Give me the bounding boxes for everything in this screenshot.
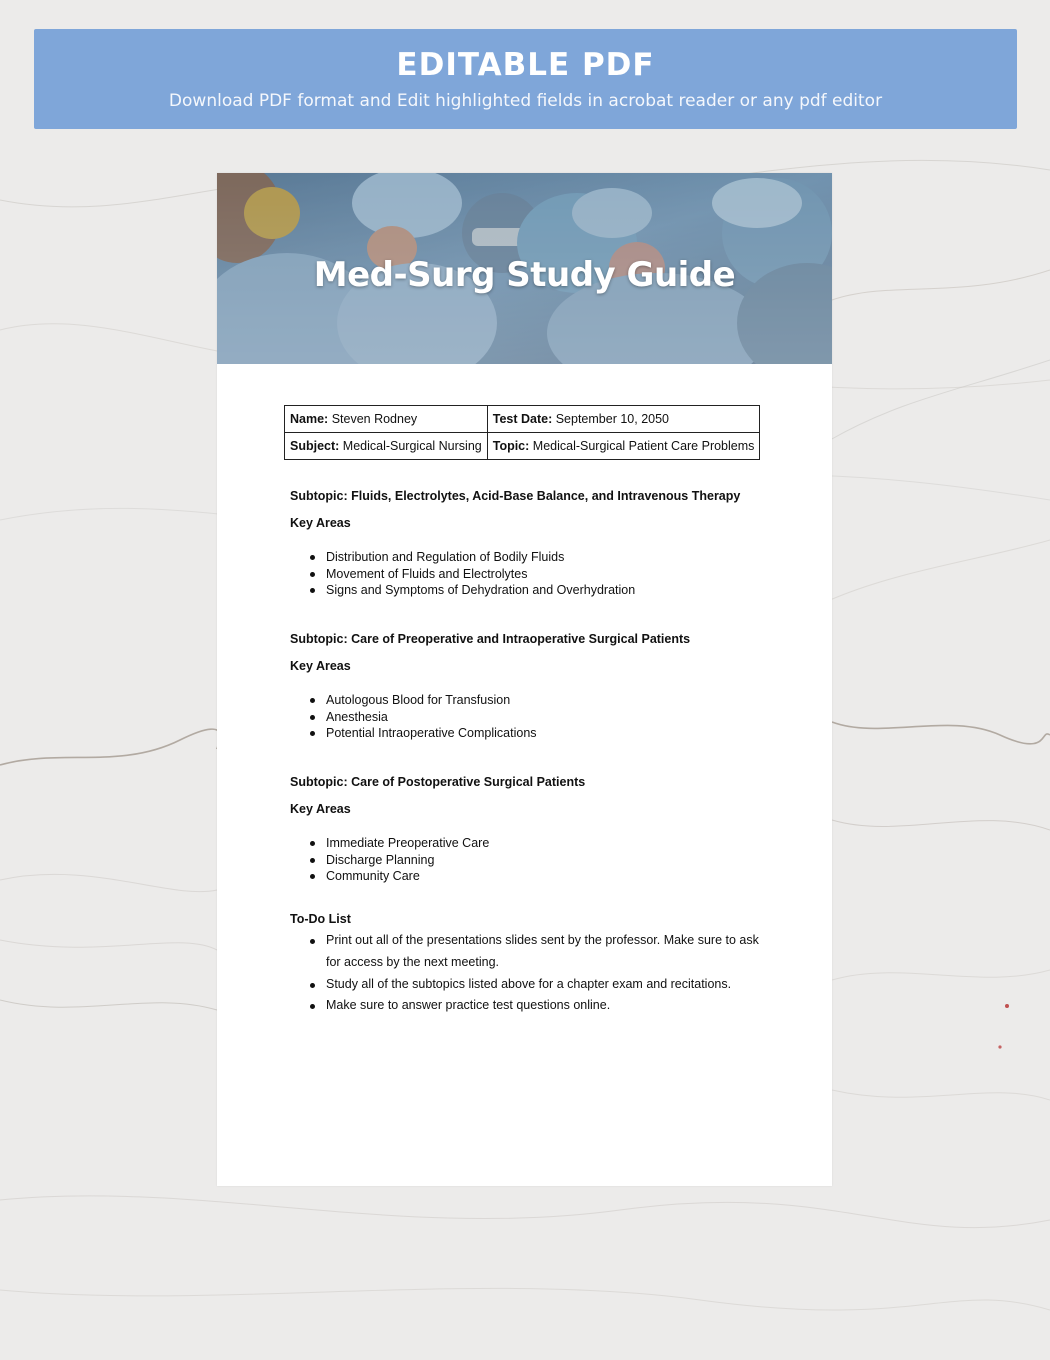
banner-title: EDITABLE PDF — [396, 47, 655, 83]
todo-item: Print out all of the presentations slides sent by the professor. Make sure to ask for access by the next meeting. — [290, 930, 760, 974]
hero-header — [217, 173, 832, 364]
todo-heading: To-Do List — [290, 912, 351, 926]
name-cell[interactable] — [285, 406, 488, 433]
list-item: Signs and Symptoms of Dehydration and Overhydration — [290, 582, 635, 599]
test-date-cell[interactable] — [487, 406, 760, 433]
name-value: Steven Rodney — [328, 412, 418, 426]
topic-cell[interactable] — [487, 433, 760, 460]
subject-cell[interactable] — [285, 433, 488, 460]
todo-item: Make sure to answer practice test questions online. — [290, 995, 760, 1017]
student-info-table — [284, 405, 760, 460]
subject-value: Medical-Surgical Nursing — [339, 439, 482, 453]
document-title: Med-Surg Study Guide — [313, 255, 736, 295]
editable-pdf-banner — [34, 29, 1017, 129]
subtopic-heading: Subtopic: Care of Preoperative and Intraoperative Surgical Patients — [290, 632, 691, 646]
list-item: Autologous Blood for Transfusion — [290, 692, 537, 709]
key-areas-list — [290, 692, 537, 742]
key-areas-heading: Key Areas — [290, 802, 351, 816]
test-date-label: Test Date: — [492, 412, 553, 426]
list-item: Immediate Preoperative Care — [290, 835, 489, 852]
info-row — [285, 433, 760, 460]
list-item: Community Care — [290, 868, 489, 885]
subject-label: Subject: — [290, 439, 340, 453]
list-item: Potential Intraoperative Complications — [290, 725, 537, 742]
key-areas-heading: Key Areas — [290, 659, 351, 673]
key-areas-heading: Key Areas — [290, 516, 351, 530]
name-label: Name: — [290, 412, 329, 426]
list-item: Distribution and Regulation of Bodily Fluids — [290, 549, 635, 566]
todo-list — [290, 930, 760, 1017]
topic-label: Topic: — [492, 439, 530, 453]
document-page — [217, 173, 832, 1186]
list-item: Discharge Planning — [290, 852, 489, 869]
list-item: Movement of Fluids and Electrolytes — [290, 566, 635, 583]
banner-subtitle: Download PDF format and Edit highlighted fields in acrobat reader or any pdf editor — [168, 91, 883, 111]
test-date-value: September 10, 2050 — [552, 412, 669, 426]
todo-item: Study all of the subtopics listed above for a chapter exam and recitations. — [290, 974, 760, 996]
subtopic-heading: Subtopic: Care of Postoperative Surgical Patients — [290, 775, 586, 789]
subtopic-heading: Subtopic: Fluids, Electrolytes, Acid-Base Balance, and Intravenous Therapy — [290, 489, 741, 503]
info-row — [285, 406, 760, 433]
key-areas-list — [290, 835, 489, 885]
list-item: Anesthesia — [290, 709, 537, 726]
key-areas-list — [290, 549, 635, 599]
topic-value: Medical-Surgical Patient Care Problems — [529, 439, 755, 453]
